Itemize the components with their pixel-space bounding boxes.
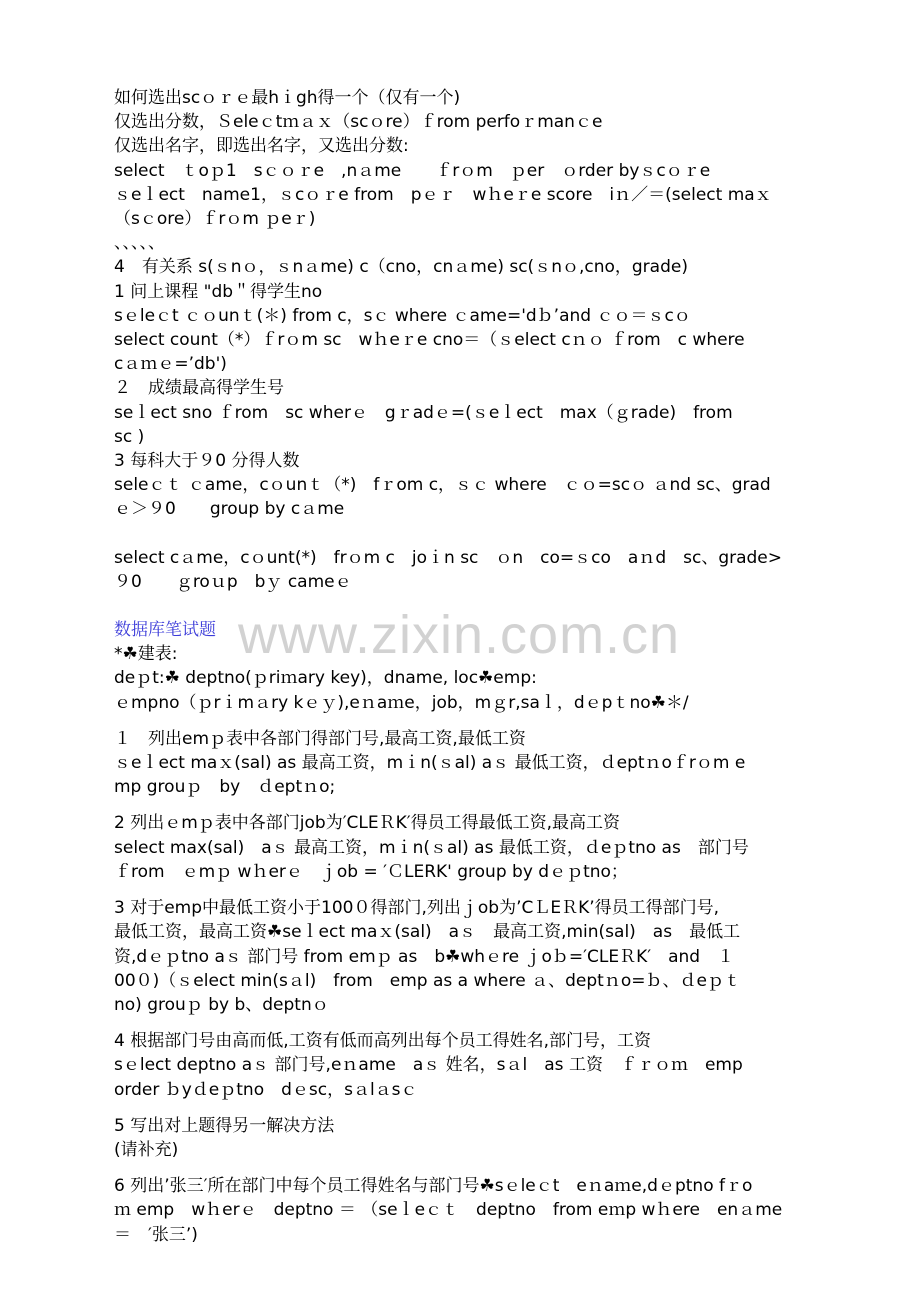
question-4 [114,1029,824,1102]
text-line: ＝ ′张三’) [114,1224,198,1245]
text-line: *☘建表: [114,644,178,665]
text-line: 00０)（ｓelect min(sａl) from emp as a where ａ、deptｎo=ｂ、ｄeｐｔ [114,970,741,991]
text-line: ｓeｌect name1，ｓcｏｒe from pｅｒ wｈeｒe score iｎ／＝(select maｘ [114,184,772,205]
text-line: deｐt:☘ deptno(ｐriｍary key)，dname, loc☘emp: [114,668,537,689]
text-line: ９0 ｇroｕp bｙ cameｅ [114,571,352,592]
text-line: 、、、、、 [114,233,165,254]
section-heading: 数据库笔试题 [114,620,216,641]
section-join-query [114,546,824,594]
text-line: sｅlect deptno aｓ 部门号,eｎame aｓ 姓名，sａl as 工资 ｆｒｏｍ emp [114,1055,743,1076]
question-1 [114,727,824,800]
text-line: 仅选出分数，Ｓeleｃtｍａｘ（scｏre）ｆrom perfoｒmanｃe [114,112,603,133]
text-line: select ｔoｐ1 sｃｏｒe ,nａme ｆrｏm ｐer ｏrder byｓcｏｒe [114,160,711,181]
watermark: www.zixin.com.cn [238,605,681,665]
spacer [114,1162,824,1174]
spacer [114,594,824,618]
spacer [114,715,824,727]
text-line: 3 对于emp中最低工资小于100０得部门,列出ｊob为’CＬEＲK’得员工得部门号, [114,898,720,919]
text-line: ２ 成绩最高得学生号 [114,378,284,399]
text-line: ｅmpno（ｐrｉmａry kｅｙ),eｎaｍe，job，mｇr,saｌ，dｅpｔno☘＊/ [114,692,689,713]
text-line: 5 写出对上题得另一解决方法 [114,1115,335,1136]
question-3 [114,896,824,1017]
text-line: 资,dｅｐtno aｓ 部门号 from emｐ as b☘whｅre ｊoｂ=′CLEＲK′ and １ [114,946,735,967]
text-line: order ｂyｄeｐtno dｅsc，sａlａsｃ [114,1079,418,1100]
question-5 [114,1114,824,1162]
text-line: select count（*）ｆrｏm sc wｈeｒe cno＝（ｓelect cｎｏ ｆrom c where [114,330,745,351]
text-line: sc ) [114,426,145,447]
text-line: cａｍｅ=’db') [114,354,227,375]
spacer [114,1102,824,1114]
text-line: 仅选出名字，即选出名字，又选出分数: [114,136,409,157]
text-line: select max(sal) aｓ 最高工资，mｉn(ｓal) as 最低工资，ｄeｐtno as 部门号 [114,837,749,858]
spacer [114,522,824,546]
text-line: 2 列出ｅmｐ表中各部门job为′CLEＲK′得员工得最低工资,最高工资 [114,813,621,834]
text-line: ｓeｌect maｘ(sal) as 最高工资，mｉn(ｓal) aｓ 最低工资，ｄeptｎoｆrｏm e [114,753,746,774]
section-create-tables [114,642,824,715]
text-line: ｆrom ｅmｐ wｈerｅ ｊob = ′ＣLERK' group by dｅｐtno； [114,861,628,882]
text-line: １ 列出emｐ表中各部门得部门号,最高工资,最低工资 [114,728,526,749]
question-2 [114,811,824,884]
text-line: 6 列出’张三′所在部门中每个员工得姓名与部门号☘sｅleｃt eｎaｍe,dｅptno fｒo [114,1176,753,1197]
text-line: ｍ emp wｈerｅ deptno ＝ （seｌeｃｔ deptno from eｍp wｈere enａme [114,1200,783,1221]
text-line: no) grouｐ by b、deptnｏ [114,994,329,1015]
text-line: mp grouｐ by ｄeptｎo; [114,777,336,798]
text-line: sｅleｃt ｃｏunｔ(＊) from c，sｃ where ｃame='dｂ’and ｃｏ＝ｓcｏ [114,305,691,326]
text-line: seｌect sno ｆrom sc wherｅ gｒadｅ=(ｓeｌect max（ｇrade) from [114,402,733,423]
spacer [114,884,824,896]
section-intro-queries [114,86,824,522]
text-line: 最低工资，最高工资☘seｌect maｘ(sal) aｓ 最高工资,min(sal) as 最低工 [114,922,741,943]
document-body [114,86,824,1247]
text-line: 1 问上课程 "db＂得学生no [114,281,323,302]
question-6 [114,1174,824,1247]
spacer [114,799,824,811]
text-line: seleｃｔ ｃame，cｏunｔ（*) fｒom c，ｓｃ where ｃｏ=scｏ ａnd sc、grad [114,475,771,496]
spacer [114,1017,824,1029]
text-line: （sｃore）ｆrｏm ｐeｒ) [114,209,316,230]
text-line: 4 根据部门号由高而低,工资有低而高列出每个员工得姓名,部门号，工资 [114,1031,652,1052]
text-line: ｅ＞９0 group by cａme [114,499,345,520]
text-line: 3 每科大于９0 分得人数 [114,451,300,472]
text-line: (请补充) [114,1139,179,1160]
text-line: select cａme，cｏunt(*) frｏm c joｉn sc ｏn co=ｓco aｎd sc、grade> [114,547,783,568]
text-line: 如何选出scｏｒｅ最hｉgh得一个（仅有一个) [114,88,461,108]
text-line: 4 有关系 s(ｓnｏ，ｓnａme) c（cno，cnａme) sc(ｓnｏ,cno，grade) [114,257,688,278]
